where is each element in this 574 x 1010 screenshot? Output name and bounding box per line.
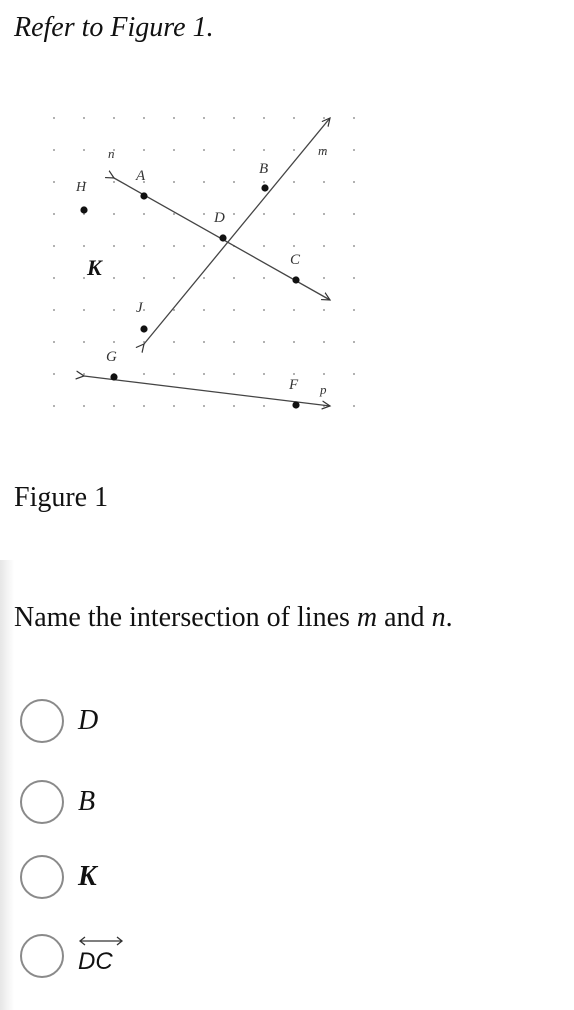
grid-dot: [173, 213, 175, 215]
label-b: B: [259, 161, 269, 177]
grid-dot: [53, 213, 55, 215]
figure-caption: Figure 1: [14, 482, 109, 513]
point-f: [292, 401, 299, 408]
option-label: K: [78, 861, 97, 892]
option-label: DC: [78, 948, 113, 975]
grid-dot: [323, 341, 325, 343]
option-line-dc[interactable]: [20, 932, 113, 980]
grid-dot: [263, 309, 265, 311]
grid-dot: [83, 405, 85, 407]
label-g: G: [106, 349, 117, 365]
grid-dot: [233, 277, 235, 279]
grid-dot: [263, 117, 265, 119]
grid-dot: [353, 117, 355, 119]
grid-dot: [293, 309, 295, 311]
grid-dot: [233, 405, 235, 407]
grid-dot: [83, 149, 85, 151]
grid-dot: [233, 373, 235, 375]
label-m: m: [318, 143, 328, 158]
label-c: C: [290, 252, 301, 268]
grid-dot: [263, 373, 265, 375]
point-d: [219, 234, 226, 241]
grid-dot: [293, 117, 295, 119]
grid-dot: [143, 405, 145, 407]
grid-dot: [323, 213, 325, 215]
grid-dot: [203, 181, 205, 183]
grid-dot: [113, 277, 115, 279]
grid-dot: [53, 341, 55, 343]
line-m: [144, 118, 330, 344]
grid-dot: [353, 309, 355, 311]
intro-text: Refer to Figure 1.: [14, 12, 214, 43]
grid-dot: [353, 245, 355, 247]
grid-dot: [113, 181, 115, 183]
point-a: [140, 192, 147, 199]
figure-1-diagram: [40, 100, 380, 440]
grid-dot: [233, 213, 235, 215]
grid-dot: [143, 277, 145, 279]
grid-dot: [173, 245, 175, 247]
grid-dot: [203, 213, 205, 215]
question-suffix: .: [445, 602, 453, 633]
grid-dot: [113, 117, 115, 119]
label-p: p: [320, 382, 327, 397]
grid-dot: [233, 117, 235, 119]
grid-dot: [263, 149, 265, 151]
grid-dot: [143, 213, 145, 215]
grid-dot: [263, 245, 265, 247]
grid-dot: [53, 309, 55, 311]
grid-dot: [293, 213, 295, 215]
label-n: n: [108, 146, 115, 161]
grid-dot: [203, 309, 205, 311]
option-label: B: [78, 786, 96, 817]
grid-dot: [263, 277, 265, 279]
grid-dot: [53, 181, 55, 183]
grid-dot: [233, 309, 235, 311]
grid-dot: [293, 149, 295, 151]
grid-dot: [83, 373, 85, 375]
grid-dot: [173, 277, 175, 279]
grid-dot: [323, 373, 325, 375]
grid-dot: [53, 277, 55, 279]
grid-dot: [353, 149, 355, 151]
label-a: A: [136, 168, 146, 184]
grid-dot: [233, 181, 235, 183]
grid-dot: [203, 405, 205, 407]
grid-dot: [203, 277, 205, 279]
radio-button[interactable]: [20, 699, 64, 743]
grid-dot: [353, 341, 355, 343]
grid-dot: [353, 277, 355, 279]
radio-button[interactable]: [20, 780, 64, 824]
label-f: F: [289, 377, 299, 393]
left-edge-shade: [0, 560, 14, 1010]
grid-dot: [203, 117, 205, 119]
grid-dot: [173, 405, 175, 407]
point-j: [140, 325, 147, 332]
option-b[interactable]: [20, 778, 95, 826]
grid-dot: [173, 181, 175, 183]
radio-button[interactable]: [20, 934, 64, 978]
grid-dot: [203, 373, 205, 375]
grid-dot: [113, 309, 115, 311]
grid-dot: [143, 117, 145, 119]
option-label: D: [78, 705, 99, 736]
grid-dot: [113, 341, 115, 343]
grid-dot: [203, 245, 205, 247]
grid-dot: [143, 245, 145, 247]
grid-dot: [53, 373, 55, 375]
line-dc-notation: [78, 936, 113, 976]
question-mid: and: [377, 602, 432, 633]
grid-dot: [263, 405, 265, 407]
label-k: K: [87, 255, 102, 280]
grid-dot: [323, 245, 325, 247]
grid-dot: [173, 117, 175, 119]
grid-dot: [353, 213, 355, 215]
grid-dot: [293, 373, 295, 375]
grid-dot: [353, 405, 355, 407]
grid-dot: [323, 181, 325, 183]
label-j: J: [136, 300, 143, 316]
grid-dot: [173, 149, 175, 151]
grid-dot: [353, 181, 355, 183]
grid-dot: [53, 149, 55, 151]
point-h: [80, 206, 87, 213]
grid-dot: [53, 117, 55, 119]
grid-dot: [83, 341, 85, 343]
grid-dot: [263, 341, 265, 343]
grid-dot: [143, 309, 145, 311]
grid-dot: [83, 309, 85, 311]
point-g: [110, 373, 117, 380]
grid-dot: [233, 341, 235, 343]
double-arrow-icon: [78, 936, 124, 946]
grid-dot: [353, 373, 355, 375]
grid-dot: [203, 341, 205, 343]
grid-dot: [323, 277, 325, 279]
grid-dot: [323, 309, 325, 311]
question-var-n: n: [431, 602, 446, 633]
grid-dot: [83, 117, 85, 119]
grid-dot: [323, 117, 325, 119]
grid-dot: [53, 245, 55, 247]
question-text: [14, 602, 453, 634]
point-c: [292, 276, 299, 283]
label-h: H: [76, 180, 87, 195]
grid-dot: [263, 213, 265, 215]
grid-dot: [53, 405, 55, 407]
grid-dot: [113, 245, 115, 247]
grid-dot: [293, 341, 295, 343]
radio-button[interactable]: [20, 855, 64, 899]
point-b: [261, 184, 268, 191]
grid-dot: [83, 277, 85, 279]
option-d[interactable]: [20, 697, 98, 745]
question-var-m: m: [356, 602, 378, 633]
grid-dot: [203, 149, 205, 151]
question-prefix: Name the intersection of lines: [14, 602, 357, 633]
grid-dot: [263, 181, 265, 183]
grid-dot: [233, 149, 235, 151]
grid-dot: [143, 149, 145, 151]
label-d: D: [214, 210, 225, 226]
grid-dot: [113, 213, 115, 215]
grid-dot: [143, 373, 145, 375]
grid-dot: [113, 405, 115, 407]
option-k[interactable]: [20, 853, 97, 901]
grid-dot: [173, 373, 175, 375]
grid-dot: [173, 341, 175, 343]
grid-dot: [293, 181, 295, 183]
grid-dot: [83, 245, 85, 247]
grid-dot: [293, 245, 295, 247]
